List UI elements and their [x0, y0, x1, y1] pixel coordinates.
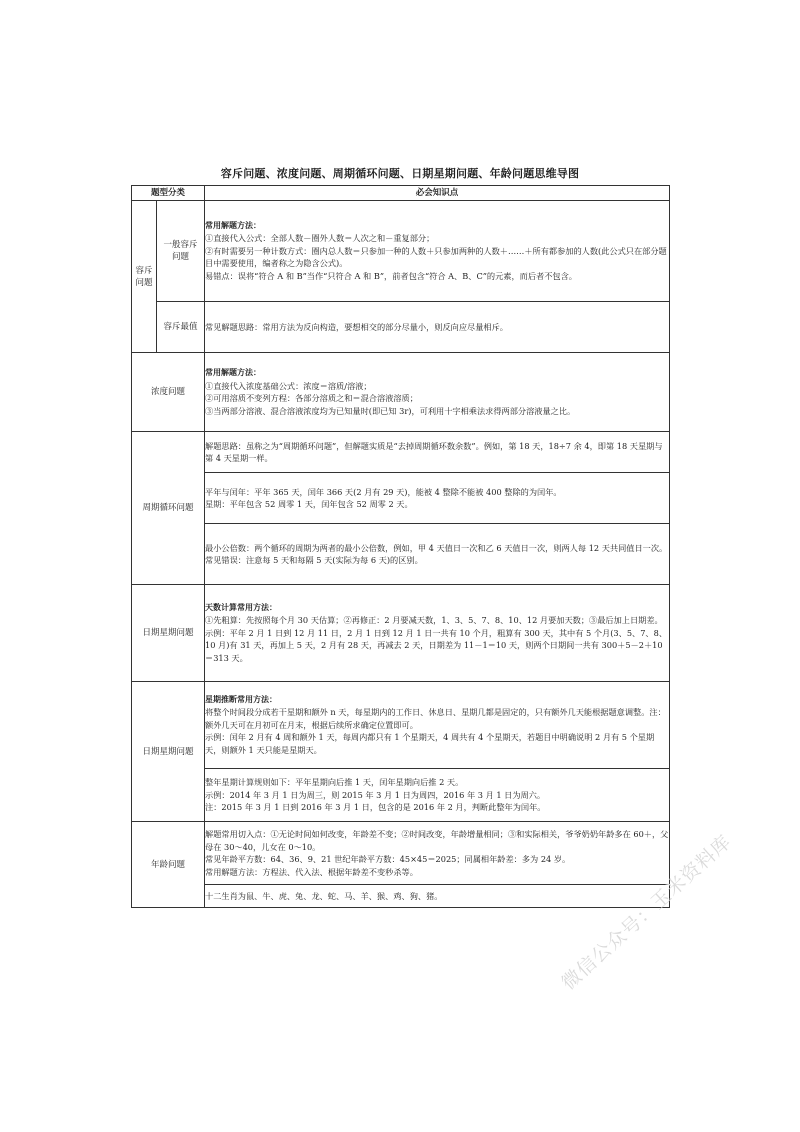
cell-general-inclusion — [205, 201, 670, 302]
row-label-cycle: 周期循环问题 — [132, 432, 205, 585]
cell-age-approach — [205, 822, 670, 885]
table-row — [132, 201, 670, 302]
line-text: 易错点：误将“符合 A 和 B”当作“只符合 A 和 B”，前者包含“符合 A、B、C”的元素，而后者不包含。 — [205, 270, 577, 281]
line-text: 解题常用切入点：①无论时间如何改变，年龄差不变；②时间改变，年龄增量相同；③和实际相关，爷爷奶奶年龄多在 60＋，父母在 30～40，儿女在 0～10。 — [205, 829, 669, 852]
table-row — [132, 769, 670, 822]
cell-week-inference — [205, 682, 670, 769]
cell-concentration — [205, 353, 670, 432]
line-text: 常见年龄平方数：64、36、9、21 世纪年龄平方数：45×45＝2025；同属相年龄差：多为 24 岁。 — [205, 854, 571, 864]
line-text: 星期：平年包含 52 周零 1 天，闰年包含 52 周零 2 天。 — [205, 499, 413, 509]
line-text: 示例：闰年 2 月有 4 周和额外 1 天，每周内都只有 1 个星期天，4 周共有 4 个星期天，若题目中明确说明 2 月有 5 个星期天，则额外 1 天只能是星期天。 — [205, 732, 655, 755]
line-text: 天数计算常用方法： — [205, 602, 278, 612]
table-row — [132, 682, 670, 769]
table-row — [132, 473, 670, 524]
watermark-text: 微信公众号：玉米资料库 — [557, 830, 736, 995]
table-row — [132, 302, 670, 353]
line-text: 十二生肖为鼠、牛、虎、兔、龙、蛇、马、羊、猴、鸡、狗、猪。 — [205, 890, 443, 901]
line-text: 注：2015 年 3 月 1 日到 2016 年 3 月 1 日，包含的是 2016 年 2 月，判断此整年为闰年。 — [205, 802, 546, 813]
line-text: ③当两部分溶液、混合溶液浓度均为已知量时(即已知 3r)，可利用十字相乘法求得两部分溶液量之比。 — [205, 405, 576, 416]
row-label-date-day: 日期星期问题 — [132, 585, 205, 682]
line-text: 示例：平年 2 月 1 日到 12 月 11 日，2 月 1 日到 12 月 1 日一共有 10 个月，粗算有 300 天，其中有 5 个月(3、5、7、8、10 月)有 31 天，再加上 5 天，2 月有 28 天，再减去 2 天，日期差为 11－1＝10 天，则两个日期间一共有 300＋5－2＋10＝313 天。 — [205, 627, 668, 663]
table-row — [132, 822, 670, 885]
line-text: 解题思路：虽称之为“周期循环问题”，但解题实质是“去掉周期循环数余数”。例如，第 18 天，18÷7 余 4，即第 18 天星期与第 4 天星期一样。 — [205, 440, 663, 463]
row-label-date-week: 日期星期问题 — [132, 682, 205, 822]
table-header-row — [132, 186, 670, 201]
cell-zodiac — [205, 885, 670, 908]
line-text: 示例：2014 年 3 月 1 日为周三，则 2015 年 3 月 1 日为周四，2016 年 3 月 1 日为周六。 — [205, 789, 546, 800]
line-text: 常见解题思路：常用方法为反向构造，要想相交的部分尽量小，则反向应尽量相斥。 — [205, 321, 508, 332]
cell-cycle-lcm — [205, 524, 670, 585]
row-sublabel-general: 一般容斥 问题 — [157, 201, 205, 302]
line-text: 将整个时间段分成若干星期和额外 n 天，每星期内的工作日、休息日、星期几都是固定的，只有额外几天能根据题意调整。注：额外几天可在月初可在月末，根据后续所求确定位置即可。 — [205, 707, 666, 730]
table-row — [132, 432, 670, 473]
line-text: 常用解题方法： — [205, 368, 262, 377]
document-title: 容斥问题、浓度问题、周期循环问题、日期星期问题、年龄问题思维导图 — [220, 167, 580, 180]
cell-day-count — [205, 585, 670, 682]
line-text: ①先粗算：先按照每个月 30 天估算；②再修正：2 月要减天数，1、3、5、7、8、10、12 月要加天数；③最后加上日期差。 — [205, 615, 663, 626]
cell-cycle-approach — [205, 432, 670, 473]
row-sublabel-extreme: 容斥最值 — [157, 302, 205, 353]
line-text: ①直接代入浓度基础公式：浓度＝溶质/溶液； — [205, 380, 372, 391]
line-text: 常用解题方法： — [205, 220, 262, 230]
row-label-age: 年龄问题 — [132, 822, 205, 908]
table-row — [132, 524, 670, 585]
line-text: 常用解题方法：方程法、代入法、根据年龄差不变秒杀等。 — [205, 866, 418, 877]
header-type: 题型分类 — [132, 186, 205, 201]
line-text: ②有时需要另一种计数方式：圈内总人数＝只参加一种的人数＋只参加两种的人数＋……＋所有都参加的人数(此公式只在部分题目中需要使用，编者称之为隐含公式)。 — [205, 245, 667, 269]
header-knowledge: 必会知识点 — [205, 186, 670, 201]
line-text: ①直接代入公式：全部人数－圈外人数＝人次之和－重复部分； — [205, 233, 435, 244]
table-row — [132, 885, 670, 908]
cell-cycle-leap-year — [205, 473, 670, 524]
line-text: 常见错误：注意每 5 天和每隔 5 天(实际为每 6 天)的区别。 — [205, 555, 423, 565]
cell-inclusion-extreme — [205, 302, 670, 353]
knowledge-table — [131, 185, 670, 908]
cell-year-week-rule — [205, 769, 670, 822]
line-text: 最小公倍数：两个循环的周期为两者的最小公倍数，例如，甲 4 天值日一次和乙 6 天值日一次，则两人每 12 天共同值日一次。 — [205, 542, 668, 553]
table-row — [132, 353, 670, 432]
row-label-rongchi: 容斥 问题 — [132, 201, 157, 353]
line-text: 星期推断常用方法： — [205, 694, 278, 704]
row-label-concentration: 浓度问题 — [132, 353, 205, 432]
line-text: ②可用溶质不变列方程：各部分溶质之和＝混合溶液溶质； — [205, 393, 418, 403]
line-text: 整年星期计算规则如下：平年星期向后推 1 天，闰年星期向后推 2 天。 — [205, 777, 464, 788]
line-text: 平年与闰年：平年 365 天，闰年 366 天(2 月有 29 天)，能被 4 整除不能被 400 整除的为闰年。 — [205, 486, 562, 497]
table-row — [132, 585, 670, 682]
